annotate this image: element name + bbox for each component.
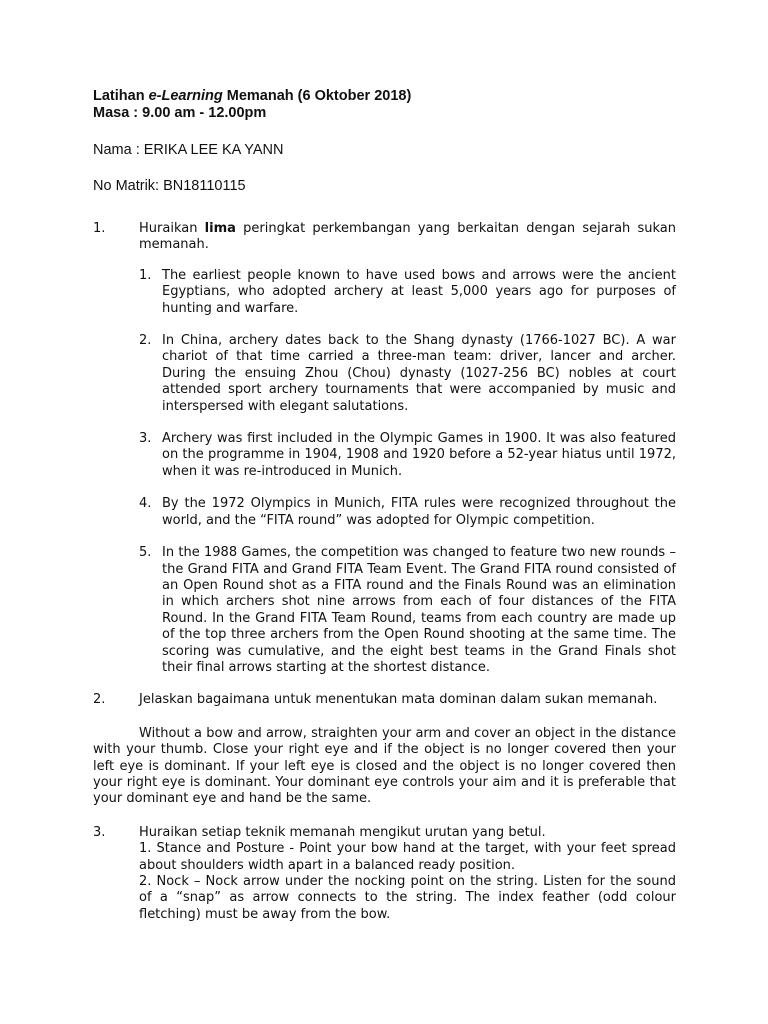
student-name: Nama : ERIKA LEE KA YANN xyxy=(93,142,284,158)
answer-item: 1. The earliest people known to have used bows and arrows were the ancient Egyptians, who adopted archery at least 5,000 years ago for purposes of hunting and warfare. xyxy=(139,267,676,316)
question-2-answer: Without a bow and arrow, straighten your arm and cover an object in the distance with your thumb. Close your right eye and if the object is no longer covered then your left eye is dominant. If your left eye is closed and the object is no longer covered then your right eye is dominant. Your dominant eye controls your aim and it is preferable that your dominant eye and hand be the same. xyxy=(93,725,676,807)
document-title: Latihan e-Learning Memanah (6 Oktober 2018) xyxy=(93,88,412,104)
question-number: 3. xyxy=(93,824,106,840)
question-1-answers xyxy=(93,268,676,677)
student-matric: No Matrik: BN18110115 xyxy=(93,178,246,194)
document-page xyxy=(93,88,676,923)
question-number: 2. xyxy=(93,692,106,708)
question-number: 1. xyxy=(93,221,106,236)
question-3-answer-1: 1. Stance and Posture - Point your bow hand at the target, with your feet spread about shoulders width apart in a balanced ready position. xyxy=(139,841,676,873)
question-3: 3. Huraikan setiap teknik memanah mengikut urutan yang betul. xyxy=(93,824,546,840)
answer-item: 5. In the 1988 Games, the competition was changed to feature two new rounds – the Grand FITA and Grand FITA Team Event. The Grand FITA round consisted of an Open Round shot as a FITA round and the Finals Round was an elimination in which archers shot nine arrows from each of four distances of the FITA Round. In the Grand FITA Team Round, teams from each country are made up of the top three archers from the Open Round shooting at the same time. The scoring was cumulative, and the eight best teams in the Grand Finals shot their final arrows starting at the shortest distance. xyxy=(139,545,676,675)
question-2: 2. Jelaskan bagaimana untuk menentukan mata dominan dalam sukan memanah. xyxy=(93,692,658,708)
answer-item: 3. Archery was first included in the Olympic Games in 1900. It was also featured on the programme in 1904, 1908 and 1920 before a 52-year hiatus until 1972, when it was re-introduced in Munich. xyxy=(139,431,676,479)
answer-item: 2. In China, archery dates back to the Shang dynasty (1766-1027 BC). A war chariot of that time carried a three-man team: driver, lancer and archer. During the ensuing Zhou (Chou) dynasty (1027-256 BC) nobles at court attended sport archery tournaments that were accompanied by music and interspersed with elegant salutations. xyxy=(139,333,676,414)
question-1: 1. Huraikan lima peringkat perkembangan yang berkaitan dengan sejarah sukan memanah. xyxy=(93,221,677,253)
answer-item: 4. By the 1972 Olympics in Munich, FITA rules were recognized throughout the world, and the “FITA round” was adopted for Olympic competition. xyxy=(139,496,676,528)
question-3-answer-2: 2. Nock – Nock arrow under the nocking point on the string. Listen for the sound of a “snap” as arrow connects to the string. The index feather (odd colour fletching) must be away from the bow. xyxy=(139,874,676,922)
document-time: Masa : 9.00 am - 12.00pm xyxy=(93,105,267,121)
